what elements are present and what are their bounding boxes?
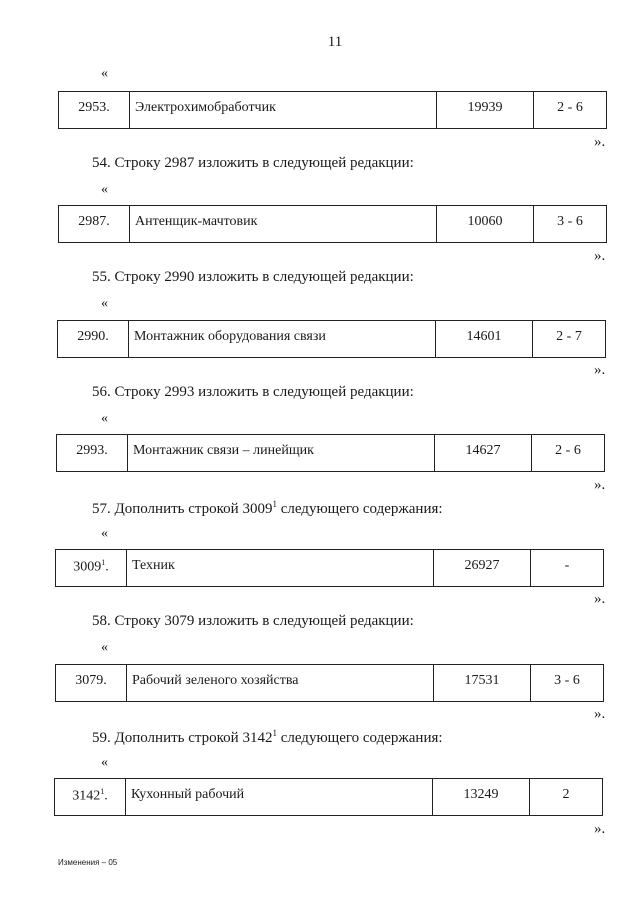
- row-range: 2: [530, 779, 603, 816]
- opening-quote: «: [101, 526, 108, 541]
- row-name: Монтажник оборудования связи: [129, 321, 436, 358]
- page-number: 11: [327, 34, 343, 50]
- opening-quote: «: [101, 411, 108, 426]
- table-row-2987: [58, 205, 607, 243]
- closing-quote: ».: [594, 591, 606, 607]
- instruction-58: 58. Строку 3079 изложить в следующей редакции:: [92, 613, 414, 629]
- row-name: Антенщик-мачтовик: [130, 206, 437, 243]
- row-code: 2990.: [58, 321, 129, 358]
- row-code: 3079.: [56, 665, 127, 702]
- row-number: 19939: [437, 92, 534, 129]
- row-number: 17531: [434, 665, 531, 702]
- closing-quote: ».: [594, 134, 606, 150]
- row-number: 26927: [434, 550, 531, 587]
- instruction-57: [92, 499, 443, 518]
- closing-quote: ».: [594, 248, 606, 264]
- opening-quote: «: [101, 640, 108, 655]
- instruction-text: 57. Дополнить строкой 3009: [92, 501, 273, 517]
- row-range: -: [531, 550, 604, 587]
- row-number: 14601: [436, 321, 533, 358]
- row-name: Кухонный рабочий: [126, 779, 433, 816]
- row-name: Монтажник связи – линейщик: [128, 435, 435, 472]
- row-name: Техник: [127, 550, 434, 587]
- row-code-number: 3142: [72, 788, 101, 804]
- row-code: 2953.: [59, 92, 130, 129]
- opening-quote: «: [101, 755, 108, 770]
- row-code-suffix: .: [104, 788, 108, 804]
- superscript: 1: [272, 728, 277, 738]
- instruction-text: следующего содержания:: [276, 730, 443, 746]
- table-row-3009-1: [55, 549, 604, 587]
- row-range: 2 - 6: [534, 92, 607, 129]
- superscript: 1: [101, 558, 106, 567]
- opening-quote: «: [101, 66, 108, 81]
- table-row-2993: [56, 434, 605, 472]
- row-number: 13249: [433, 779, 530, 816]
- closing-quote: ».: [594, 362, 606, 378]
- instruction-text: следующего содержания:: [276, 501, 443, 517]
- row-range: 2 - 7: [533, 321, 606, 358]
- instruction-54: 54. Строку 2987 изложить в следующей редакции:: [92, 155, 414, 171]
- row-code: 2987.: [59, 206, 130, 243]
- opening-quote: «: [101, 182, 108, 197]
- closing-quote: ».: [594, 477, 606, 493]
- row-code: [56, 550, 127, 587]
- table-row-3142-1: [54, 778, 603, 816]
- table-row-2953: [58, 91, 607, 129]
- row-range: 2 - 6: [532, 435, 605, 472]
- row-code: 2993.: [57, 435, 128, 472]
- instruction-55: 55. Строку 2990 изложить в следующей редакции:: [92, 269, 414, 285]
- instruction-text: 59. Дополнить строкой 3142: [92, 730, 273, 746]
- opening-quote: «: [101, 296, 108, 311]
- closing-quote: ».: [594, 821, 606, 837]
- row-code-suffix: .: [105, 559, 109, 575]
- row-range: 3 - 6: [531, 665, 604, 702]
- instruction-59: [92, 728, 443, 747]
- instruction-56: 56. Строку 2993 изложить в следующей редакции:: [92, 384, 414, 400]
- superscript: 1: [100, 787, 105, 796]
- row-range: 3 - 6: [534, 206, 607, 243]
- table-row-3079: [55, 664, 604, 702]
- row-number: 14627: [435, 435, 532, 472]
- row-name: Электрохимобработчик: [130, 92, 437, 129]
- superscript: 1: [272, 499, 277, 509]
- row-code-number: 3009: [73, 559, 102, 575]
- table-row-2990: [57, 320, 606, 358]
- row-code: [55, 779, 126, 816]
- closing-quote: ».: [594, 706, 606, 722]
- row-name: Рабочий зеленого хозяйства: [127, 665, 434, 702]
- footer-label: Изменения – 05: [58, 858, 118, 867]
- row-number: 10060: [437, 206, 534, 243]
